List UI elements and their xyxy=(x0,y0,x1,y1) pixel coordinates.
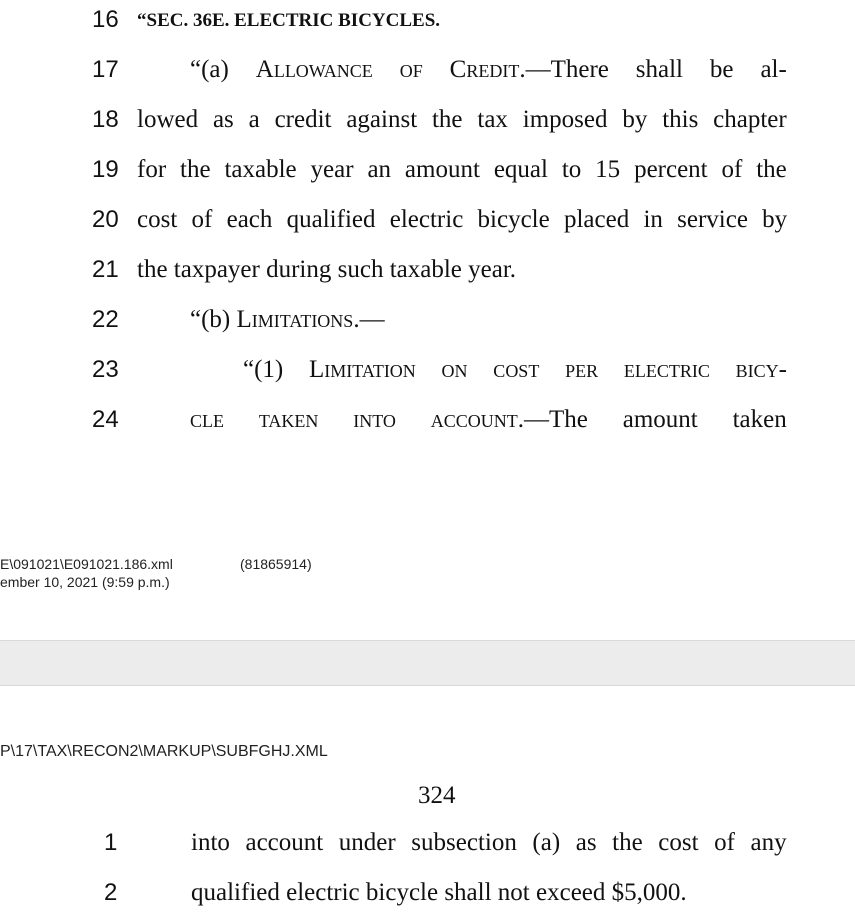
line-number-16: 16 xyxy=(92,6,119,33)
page-separator xyxy=(0,640,855,686)
line-19-text: for the taxable year an amount equal to 15 percent of the xyxy=(137,156,787,183)
footer-date: ember 10, 2021 (9:59 p.m.) xyxy=(0,574,170,590)
line-number-22: 22 xyxy=(92,306,119,333)
line-24-text xyxy=(190,406,787,434)
footer-file-path: E\091021\E091021.186.xml xyxy=(0,556,173,572)
line-22-smallcaps: Limitations xyxy=(236,306,354,333)
footer-code: (81865914) xyxy=(240,556,312,572)
line-number-18: 18 xyxy=(92,106,119,133)
line-number-19: 19 xyxy=(92,156,119,183)
page-324 xyxy=(0,686,855,919)
line-number-1: 1 xyxy=(104,829,118,856)
line-22-suffix: .— xyxy=(353,306,385,333)
line-17-prefix: “(a) xyxy=(190,56,256,83)
line-number-21: 21 xyxy=(92,256,119,283)
header-file-path: P\17\TAX\RECON2\MARKUP\SUBFGHJ.XML xyxy=(0,743,328,760)
line-24-suffix: .—The amount taken xyxy=(517,406,787,433)
line-18-text: lowed as a credit against the tax imposed by this chapter xyxy=(137,106,787,133)
line-23-text xyxy=(243,356,787,384)
line-number-23: 23 xyxy=(92,356,119,383)
line-2-text: qualified electric bicycle shall not exceed $5,000. xyxy=(191,879,687,906)
line-17-text xyxy=(190,56,787,84)
line-22-text xyxy=(190,306,385,334)
line-23-prefix: “(1) xyxy=(243,356,309,383)
line-number-17: 17 xyxy=(92,56,119,83)
section-heading: “SEC. 36E. ELECTRIC BICYCLES. xyxy=(137,10,441,31)
line-number-24: 24 xyxy=(92,406,119,433)
line-number-20: 20 xyxy=(92,206,119,233)
line-1-text: into account under subsection (a) as the cost of any xyxy=(191,829,787,856)
line-24-smallcaps: cle taken into account xyxy=(190,406,518,433)
line-number-2: 2 xyxy=(104,879,118,906)
line-22-prefix: “(b) xyxy=(190,306,237,333)
line-20-text: cost of each qualified electric bicycle placed in service by xyxy=(137,206,788,233)
page-number: 324 xyxy=(418,782,456,809)
line-21-text: the taxpayer during such taxable year. xyxy=(137,256,517,283)
line-23-smallcaps: Limitation on cost per electric bicy- xyxy=(309,356,787,383)
line-17-suffix: .—There shall be al- xyxy=(519,56,787,83)
line-17-smallcaps: Allowance of Credit xyxy=(255,56,520,83)
